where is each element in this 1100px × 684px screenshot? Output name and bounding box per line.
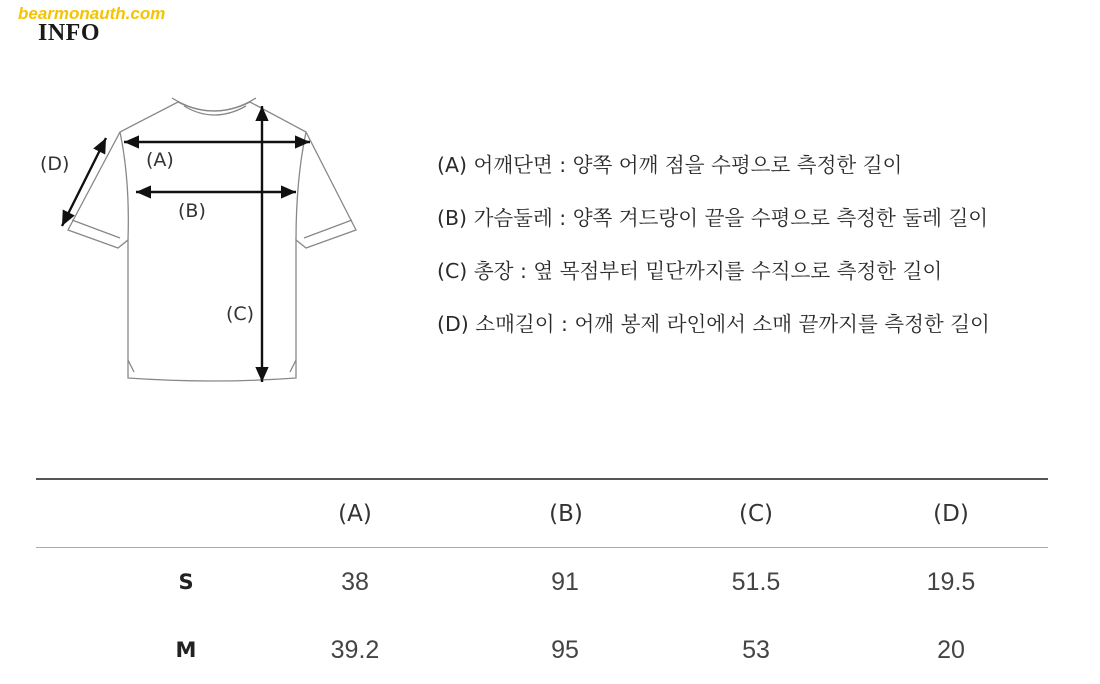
header-d: (D)	[933, 500, 969, 527]
diagram-label-b: (B)	[178, 200, 206, 222]
table-cell: 38	[341, 567, 369, 596]
header-b: (B)	[549, 500, 583, 527]
table-cell: 95	[551, 635, 579, 664]
size-table	[36, 478, 1048, 684]
diagram-label-a: (A)	[146, 149, 174, 171]
size-label: S	[178, 570, 194, 594]
measurement-definitions	[437, 146, 1077, 358]
watermark: bearmonauth.com	[18, 4, 166, 23]
tshirt-outline	[68, 98, 356, 381]
table-cell: 53	[742, 635, 770, 664]
table-row	[36, 548, 1048, 616]
table-cell: 20	[937, 635, 965, 664]
table-row	[36, 616, 1048, 684]
header-c: (C)	[738, 500, 773, 527]
table-header-row	[36, 480, 1048, 547]
header-a: (A)	[338, 500, 372, 527]
definition-a: (A) 어깨단면 : 양쪽 어깨 점을 수평으로 측정한 길이	[437, 153, 903, 177]
table-cell: 51.5	[731, 567, 781, 596]
table-cell: 19.5	[926, 567, 976, 596]
definition-d: (D) 소매길이 : 어깨 봉제 라인에서 소매 끝까지를 측정한 길이	[437, 312, 990, 336]
definition-c: (C) 총장 : 옆 목점부터 밑단까지를 수직으로 측정한 길이	[437, 259, 943, 283]
page-title: INFO	[38, 20, 100, 46]
tshirt-measurement-diagram	[0, 80, 400, 400]
diagram-label-d: (D)	[40, 153, 70, 175]
size-label: M	[175, 638, 197, 662]
definition-b: (B) 가슴둘레 : 양쪽 겨드랑이 끝을 수평으로 측정한 둘레 길이	[437, 206, 989, 230]
table-cell: 91	[551, 567, 579, 596]
table-cell: 39.2	[330, 635, 380, 664]
diagram-label-c: (C)	[226, 303, 255, 325]
